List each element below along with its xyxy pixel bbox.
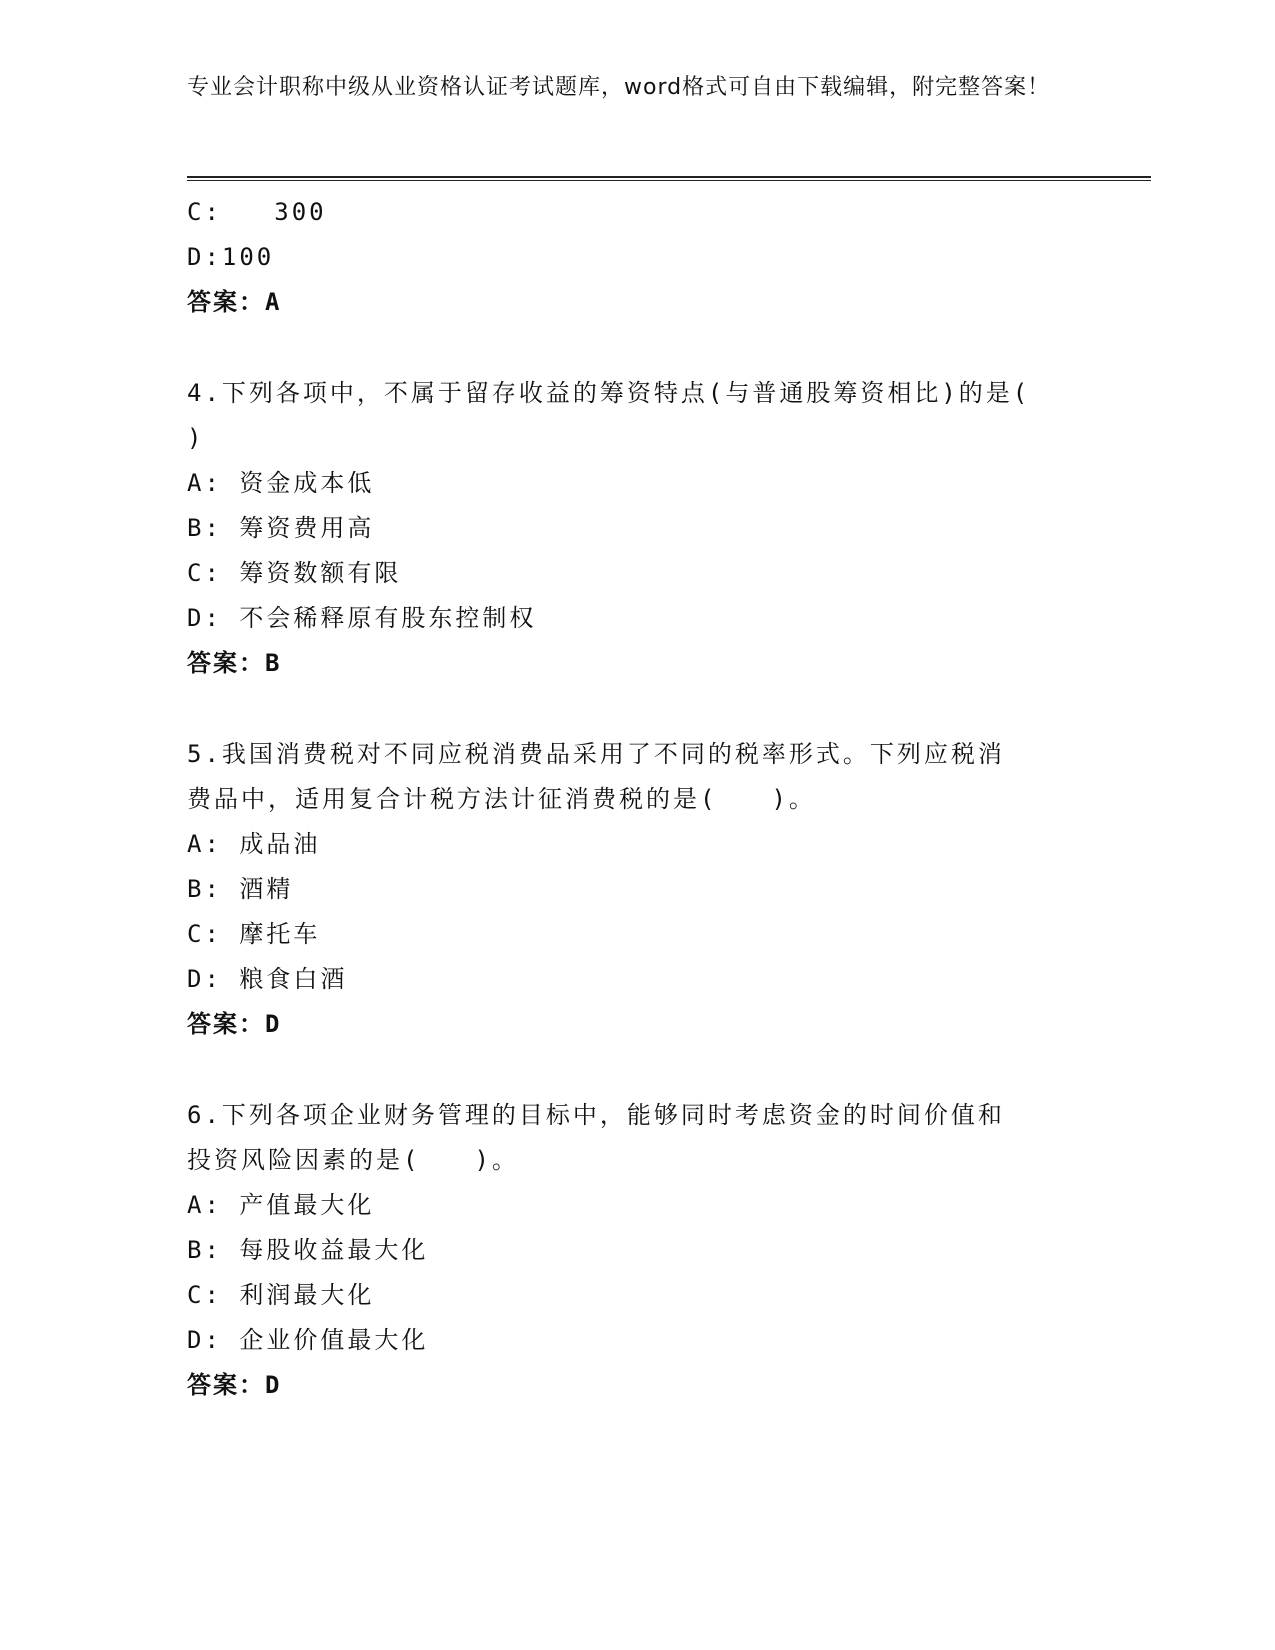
answer-value: B xyxy=(265,649,282,677)
option-d xyxy=(187,1318,1067,1363)
answer-value: D xyxy=(265,1010,282,1038)
question-number: 4. xyxy=(187,379,222,407)
question-text: 下列各项中，不属于留存收益的筹资特点(与普通股筹资相比)的是( xyxy=(221,379,1031,407)
option-d xyxy=(187,957,1067,1002)
question-text-line xyxy=(187,1093,1067,1138)
question-text: ) xyxy=(187,424,205,452)
header-divider xyxy=(187,176,1151,181)
answer-line xyxy=(187,280,1067,325)
option-d xyxy=(187,596,1067,641)
question-text: 投资风险因素的是( )。 xyxy=(187,1146,519,1174)
option-letter: A: xyxy=(187,830,222,858)
option-text: 300 xyxy=(239,198,327,226)
question-5 xyxy=(187,732,1067,1047)
page-header: 专业会计职称中级从业资格认证考试题库，word格式可自由下载编辑，附完整答案！ xyxy=(187,75,1051,100)
option-letter: D: xyxy=(187,604,222,632)
answer-label: 答案： xyxy=(187,288,265,316)
option-c xyxy=(187,190,1067,235)
option-letter: B: xyxy=(187,1236,222,1264)
option-c xyxy=(187,1273,1067,1318)
answer-label: 答案： xyxy=(187,1010,265,1038)
answer-label: 答案： xyxy=(187,1371,265,1399)
answer-line xyxy=(187,1363,1067,1408)
answer-value: A xyxy=(265,288,282,316)
option-b xyxy=(187,1228,1067,1273)
option-letter: C: xyxy=(187,920,222,948)
option-a xyxy=(187,822,1067,867)
option-b xyxy=(187,867,1067,912)
option-text: 企业价值最大化 xyxy=(239,1326,429,1354)
question-text-line xyxy=(187,371,1067,416)
question-text-line xyxy=(187,777,1067,822)
option-letter: C: xyxy=(187,1281,222,1309)
option-c xyxy=(187,551,1067,596)
answer-line xyxy=(187,1002,1067,1047)
option-text: 筹资费用高 xyxy=(239,514,375,542)
question-number: 5. xyxy=(187,740,222,768)
option-a xyxy=(187,461,1067,506)
option-text: 资金成本低 xyxy=(239,469,375,497)
option-text: 粮食白酒 xyxy=(239,965,348,993)
answer-value: D xyxy=(265,1371,282,1399)
question-text-line xyxy=(187,732,1067,777)
option-text: 成品油 xyxy=(239,830,321,858)
answer-line xyxy=(187,641,1067,686)
option-letter: B: xyxy=(187,875,222,903)
option-letter: D: xyxy=(187,965,222,993)
document-body xyxy=(187,190,1067,1408)
option-letter: B: xyxy=(187,514,222,542)
question-text-line xyxy=(187,1138,1067,1183)
question-3-fragment xyxy=(187,190,1067,325)
option-text: 酒精 xyxy=(239,875,294,903)
option-text: 摩托车 xyxy=(239,920,321,948)
question-text: 我国消费税对不同应税消费品采用了不同的税率形式。下列应税消 xyxy=(221,740,1005,768)
option-text: 不会稀释原有股东控制权 xyxy=(239,604,537,632)
question-text: 下列各项企业财务管理的目标中，能够同时考虑资金的时间价值和 xyxy=(221,1101,1005,1129)
option-b xyxy=(187,506,1067,551)
option-text: 100 xyxy=(221,243,275,271)
option-a xyxy=(187,1183,1067,1228)
option-letter: C: xyxy=(187,198,222,226)
option-text: 筹资数额有限 xyxy=(239,559,402,587)
option-c xyxy=(187,912,1067,957)
answer-label: 答案： xyxy=(187,649,265,677)
option-letter: A: xyxy=(187,469,222,497)
option-letter: A: xyxy=(187,1191,222,1219)
option-d xyxy=(187,235,1067,280)
option-letter: D: xyxy=(187,243,222,271)
option-letter: D: xyxy=(187,1326,222,1354)
option-text: 每股收益最大化 xyxy=(239,1236,429,1264)
question-text: 费品中，适用复合计税方法计征消费税的是( )。 xyxy=(187,785,816,813)
option-text: 利润最大化 xyxy=(239,1281,375,1309)
question-4 xyxy=(187,371,1067,686)
question-text-line xyxy=(187,416,1067,461)
question-number: 6. xyxy=(187,1101,222,1129)
question-6 xyxy=(187,1093,1067,1408)
option-text: 产值最大化 xyxy=(239,1191,375,1219)
option-letter: C: xyxy=(187,559,222,587)
